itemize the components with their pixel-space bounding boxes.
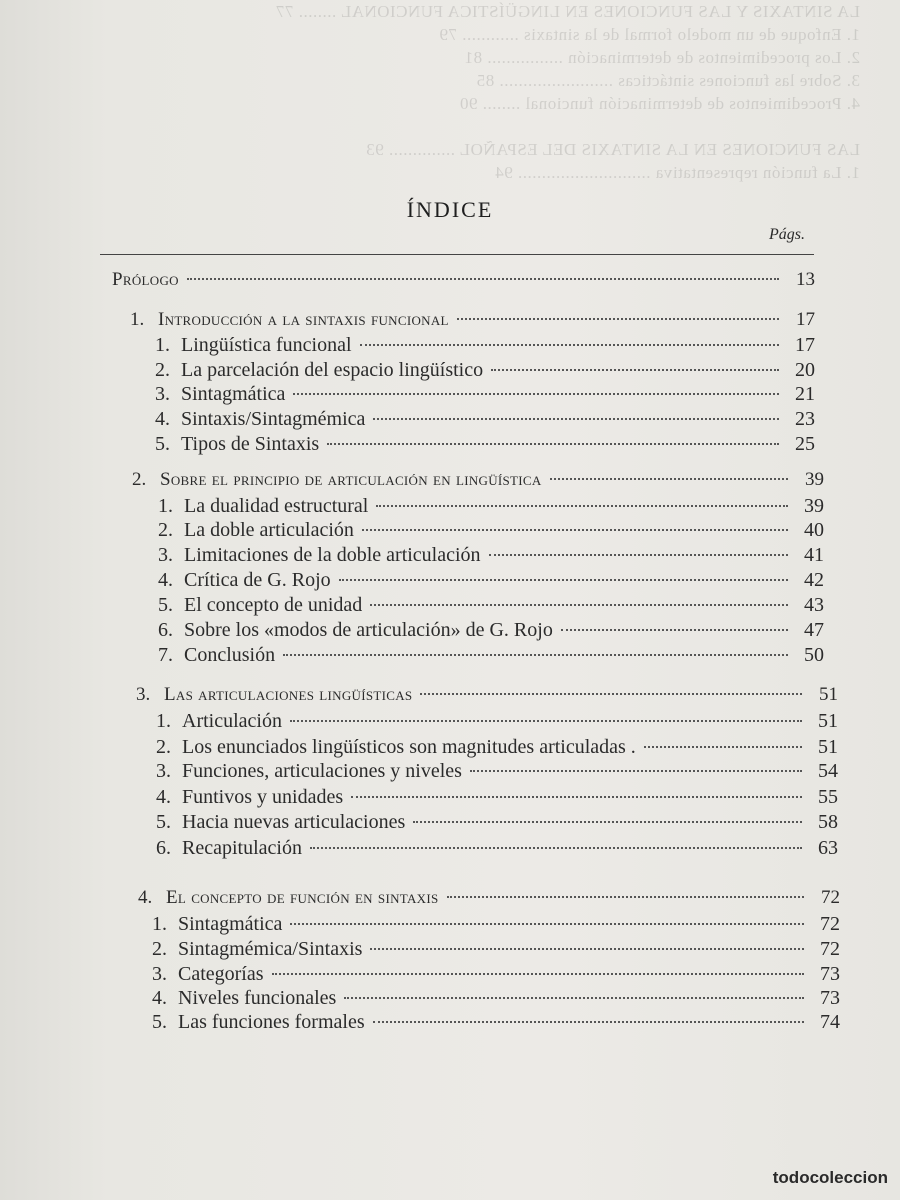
toc-item <box>152 986 840 1010</box>
toc-chapter-2 <box>132 468 824 492</box>
toc-item <box>156 785 838 809</box>
page-number: 23 <box>795 408 815 430</box>
item-number: 3. <box>156 760 171 782</box>
page-number: 41 <box>804 544 824 566</box>
page-number: 74 <box>820 1011 840 1033</box>
item-number: 6. <box>158 619 173 641</box>
page-number: 50 <box>804 644 824 666</box>
dot-leader <box>373 418 779 420</box>
dot-leader <box>376 505 788 507</box>
toc-entry-prologue <box>112 268 815 292</box>
item-label: Sintaxis/Sintagmémica <box>181 408 366 430</box>
item-label: La doble articulación <box>184 519 354 541</box>
item-label: Funciones, articulaciones y niveles <box>182 760 462 782</box>
toc-item <box>152 962 840 986</box>
chapter-title: Introducción a la sintaxis funcional <box>158 309 449 330</box>
pages-column-label: Págs. <box>769 226 805 243</box>
page-number: 72 <box>820 938 840 960</box>
item-number: 4. <box>158 569 173 591</box>
item-number: 5. <box>152 1011 167 1033</box>
toc-item <box>156 810 838 834</box>
page-number: 20 <box>795 359 815 381</box>
page-number: 72 <box>821 887 840 908</box>
page-number: 73 <box>820 987 840 1009</box>
toc-item <box>155 432 815 456</box>
dot-leader <box>351 796 802 798</box>
item-number: 5. <box>156 811 171 833</box>
item-label: Las funciones formales <box>178 1011 365 1033</box>
toc-item <box>152 1010 840 1034</box>
item-label: Sintagmémica/Sintaxis <box>178 938 363 960</box>
dot-leader <box>272 973 804 975</box>
dot-leader <box>310 847 802 849</box>
toc-item <box>155 407 815 431</box>
toc-item <box>155 358 815 382</box>
dot-leader <box>283 654 788 656</box>
chapter-title: Sobre el principio de articulación en lingüística <box>160 469 542 490</box>
page-number: 39 <box>805 469 824 490</box>
dot-leader <box>489 554 788 556</box>
page-number: 58 <box>818 811 838 833</box>
page-number: 39 <box>804 495 824 517</box>
item-number: 2. <box>158 519 173 541</box>
page-number: 72 <box>820 913 840 935</box>
item-number: 1. <box>152 913 167 935</box>
item-number: 3. <box>152 963 167 985</box>
item-label: Hacia nuevas articulaciones <box>182 811 406 833</box>
toc-chapter-4 <box>138 886 840 910</box>
item-number: 4. <box>155 408 170 430</box>
item-number: 1. <box>158 495 173 517</box>
item-number: 2. <box>156 736 171 758</box>
page-number: 51 <box>818 710 838 732</box>
page-number: 73 <box>820 963 840 985</box>
chapter-number: 4. <box>138 887 153 908</box>
toc-item <box>155 382 815 406</box>
item-number: 3. <box>158 544 173 566</box>
toc-chapter-3 <box>136 683 838 707</box>
dot-leader <box>327 443 779 445</box>
chapter-number: 2. <box>132 469 147 490</box>
item-label: Articulación <box>182 710 282 732</box>
toc-item <box>152 937 840 961</box>
page-number: 42 <box>804 569 824 591</box>
toc-item <box>158 568 824 592</box>
page-number: 51 <box>819 684 838 705</box>
dot-leader <box>370 604 788 606</box>
page-number: 54 <box>818 760 838 782</box>
page-number: 17 <box>796 309 815 330</box>
dot-leader <box>491 369 779 371</box>
dot-leader <box>470 770 802 772</box>
toc-item <box>156 735 838 759</box>
item-number: 2. <box>152 938 167 960</box>
chapter-title: El concepto de función en sintaxis <box>166 887 439 908</box>
prologue-label: Prólogo <box>112 269 179 290</box>
dot-leader <box>360 344 779 346</box>
dot-leader <box>290 923 804 925</box>
dot-leader <box>339 579 788 581</box>
dot-leader <box>413 821 802 823</box>
item-number: 4. <box>156 786 171 808</box>
dot-leader <box>290 720 802 722</box>
dot-leader <box>447 896 804 898</box>
item-number: 3. <box>155 383 170 405</box>
toc-item <box>156 759 838 783</box>
dot-leader <box>373 1021 804 1023</box>
item-label: Sintagmática <box>181 383 286 405</box>
chapter-title: Las articulaciones lingüísticas <box>164 684 413 705</box>
toc-item <box>156 709 838 733</box>
page-number: 21 <box>795 383 815 405</box>
item-label: Lingüística funcional <box>181 334 352 356</box>
toc-item <box>158 543 824 567</box>
item-label: Niveles funcionales <box>178 987 337 1009</box>
toc-item <box>155 333 815 357</box>
item-label: La parcelación del espacio lingüístico <box>181 359 484 381</box>
chapter-number: 1. <box>130 309 145 330</box>
page-number: 17 <box>795 334 815 356</box>
header-rule <box>100 254 814 255</box>
page-number: 43 <box>804 594 824 616</box>
toc-item <box>156 836 838 860</box>
dot-leader <box>344 997 804 999</box>
dot-leader <box>644 746 802 748</box>
item-number: 1. <box>155 334 170 356</box>
toc-item <box>158 643 824 667</box>
chapter-number: 3. <box>136 684 151 705</box>
item-label: Funtivos y unidades <box>182 786 344 808</box>
item-label: Categorías <box>178 963 264 985</box>
item-label: Los enunciados lingüísticos son magnitudes articuladas . <box>182 736 636 758</box>
page-number: 63 <box>818 837 838 859</box>
page-number: 40 <box>804 519 824 541</box>
item-number: 5. <box>155 433 170 455</box>
item-number: 1. <box>156 710 171 732</box>
dot-leader <box>362 529 788 531</box>
dot-leader <box>293 393 779 395</box>
item-label: Tipos de Sintaxis <box>181 433 320 455</box>
item-label: Sobre los «modos de articulación» de G. Rojo <box>184 619 553 641</box>
dot-leader <box>420 693 802 695</box>
item-number: 6. <box>156 837 171 859</box>
item-label: Crítica de G. Rojo <box>184 569 331 591</box>
item-label: Conclusión <box>184 644 276 666</box>
dot-leader <box>457 318 779 320</box>
toc-item <box>158 593 824 617</box>
item-label: Limitaciones de la doble articulación <box>184 544 481 566</box>
page-number: 55 <box>818 786 838 808</box>
page-number: 25 <box>795 433 815 455</box>
item-label: Recapitulación <box>182 837 302 859</box>
item-number: 4. <box>152 987 167 1009</box>
toc-item <box>152 912 840 936</box>
dot-leader <box>370 948 804 950</box>
toc-item <box>158 618 824 642</box>
page-title: ÍNDICE <box>406 197 494 222</box>
toc-item <box>158 518 824 542</box>
page-number: 51 <box>818 736 838 758</box>
dot-leader <box>550 478 788 480</box>
item-label: Sintagmática <box>178 913 283 935</box>
item-number: 7. <box>158 644 173 666</box>
show-through-text: LA SINTAXIS Y LAS FUNCIONES EN LINGÜÍSTICA FUNCIONAL ........ 77 1. Enfoque de un modelo formal de la sintaxis ............ 79 2. Los procedimientos de determinación ................ 81 3. Sobre las funciones sintácticas ........................ 85 4. Procedimientos de determinación funcional ........ 90 LAS FUNCIONES EN LA SINTAXIS DEL ESPAÑOL .............. 93 1. La función representativa ............................ 94 <box>275 2 860 182</box>
item-number: 2. <box>155 359 170 381</box>
dot-leader <box>187 278 779 280</box>
page-number: 13 <box>796 269 815 290</box>
watermark-logo: todocoleccion <box>772 1168 888 1187</box>
dot-leader <box>561 629 788 631</box>
item-label: El concepto de unidad <box>184 594 363 616</box>
page-number: 47 <box>804 619 824 641</box>
item-number: 5. <box>158 594 173 616</box>
item-label: La dualidad estructural <box>184 495 369 517</box>
toc-item <box>158 494 824 518</box>
toc-chapter-1 <box>130 308 815 332</box>
